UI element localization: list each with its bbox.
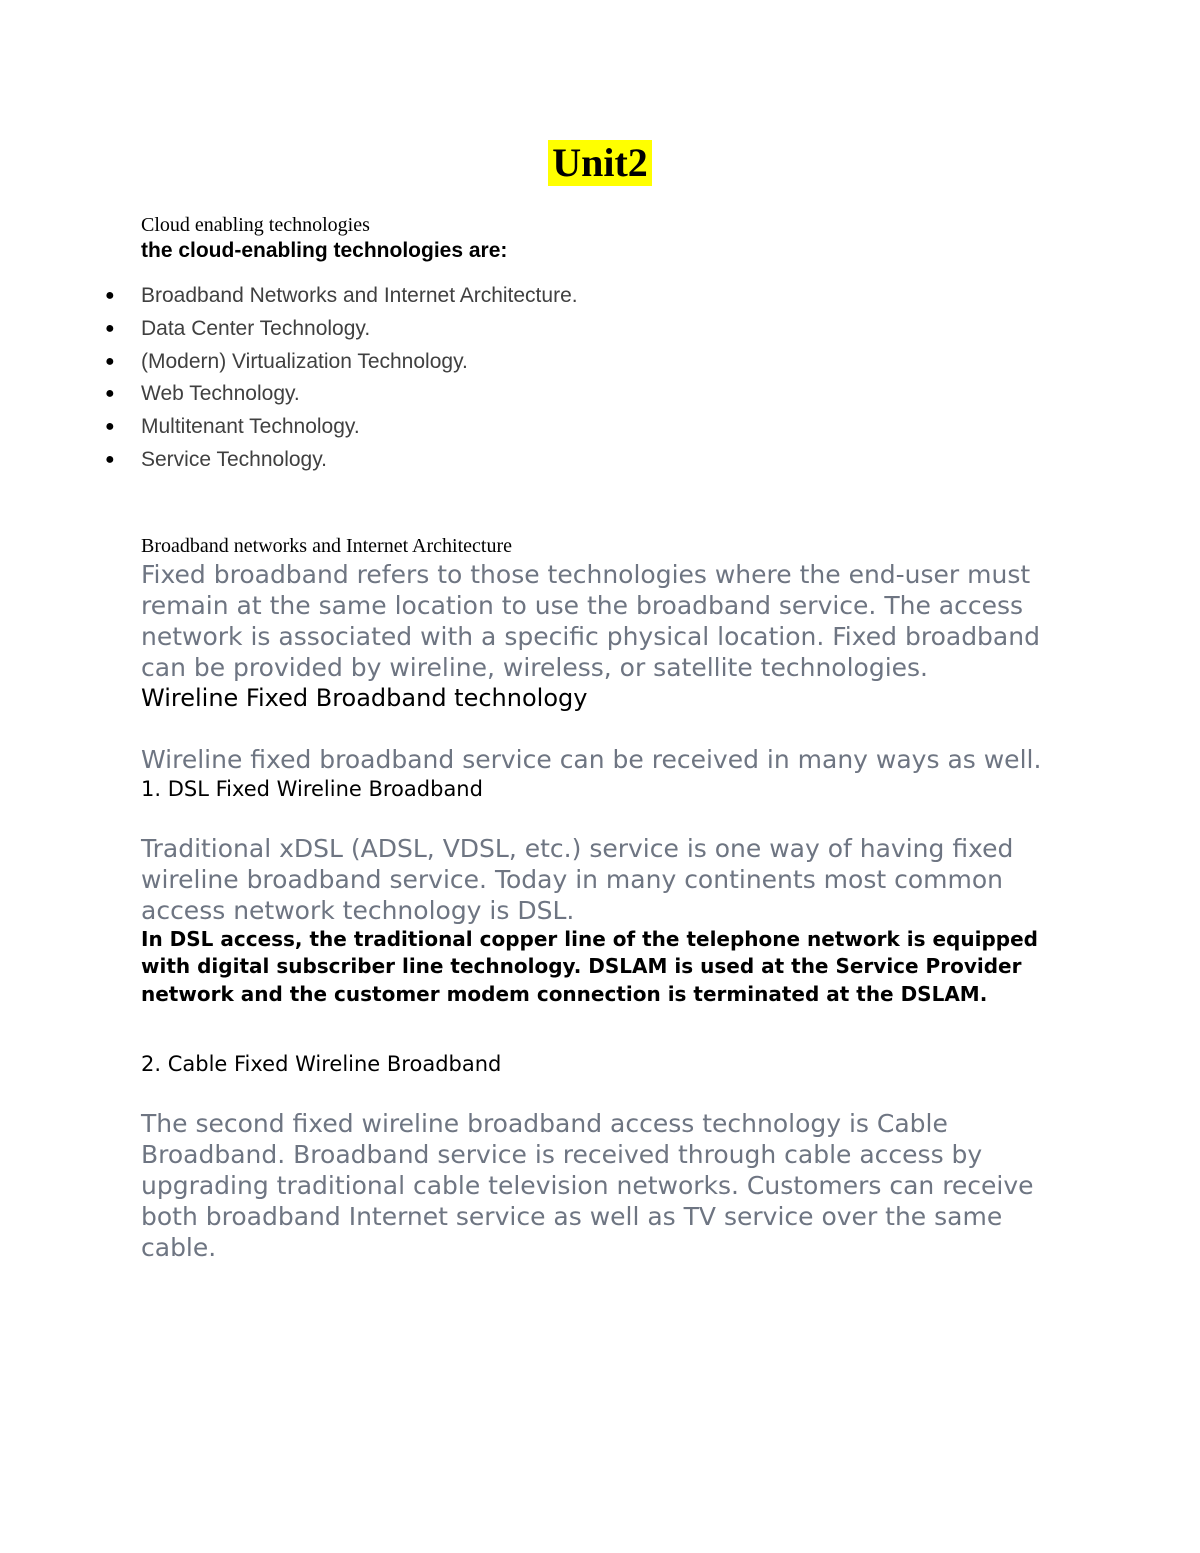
bullet-icon: ●	[105, 418, 115, 436]
intro-heading: the cloud-enabling technologies are:	[141, 239, 508, 262]
list-item-text: Web Technology.	[141, 382, 300, 406]
list-item	[105, 346, 1071, 379]
list-item-text: Data Center Technology.	[141, 316, 371, 340]
dsl-detail: In DSL access, the traditional copper line of the telephone network is equipped with digital subscriber line technology. DSLAM is used at the Service Provider network and the customer modem connection is terminated at the DSLAM.	[141, 926, 1038, 1006]
cable-paragraph: The second fixed wireline broadband access technology is Cable Broadband. Broadband service is received through cable access by upgrading traditional cable television networks. Customers can receive both broadband Internet service as well as TV service over the same cable.	[141, 1109, 1034, 1263]
bullet-icon: ●	[105, 287, 115, 304]
dsl-heading: 1. DSL Fixed Wireline Broadband	[141, 776, 483, 801]
list-item	[105, 378, 1071, 411]
cable-heading: 2. Cable Fixed Wireline Broadband	[141, 1052, 502, 1077]
list-item-text: Service Technology.	[141, 447, 327, 471]
list-item	[105, 313, 1071, 346]
list-item	[105, 444, 1071, 477]
document-body	[105, 212, 1071, 1263]
list-item	[105, 411, 1071, 444]
dsl-paragraph: Traditional xDSL (ADSL, VDSL, etc.) service is one way of having fixed wireline broadband service. Today in many continents most common access network technology is DSL.	[141, 833, 1014, 925]
list-item-text: Multitenant Technology.	[141, 415, 360, 439]
list-item-text: Broadband Networks and Internet Architecture.	[141, 284, 578, 307]
broadband-paragraph: Fixed broadband refers to those technologies where the end-user must remain at the same location to use the broadband service. The access network is associated with a specific physical location. Fixed broadband can be provided by wireline, wireless, or satellite technologies.	[141, 559, 1040, 682]
wireline-heading: Wireline Fixed Broadband technology	[141, 683, 588, 712]
list-item-text: (Modern) Virtualization Technology.	[141, 349, 468, 373]
technologies-list	[105, 280, 1071, 477]
title-container	[0, 140, 1200, 186]
broadband-section-heading: Broadband networks and Internet Architecture	[141, 534, 512, 557]
page-title: Unit2	[548, 140, 652, 186]
wireline-intro: Wireline fixed broadband service can be received in many ways as well.	[141, 744, 1042, 774]
bullet-icon: ●	[105, 385, 115, 403]
bullet-icon: ●	[105, 450, 115, 468]
list-item	[105, 280, 1071, 313]
bullet-icon: ●	[105, 352, 115, 370]
intro-label: Cloud enabling technologies	[141, 214, 370, 236]
bullet-icon: ●	[105, 319, 115, 337]
